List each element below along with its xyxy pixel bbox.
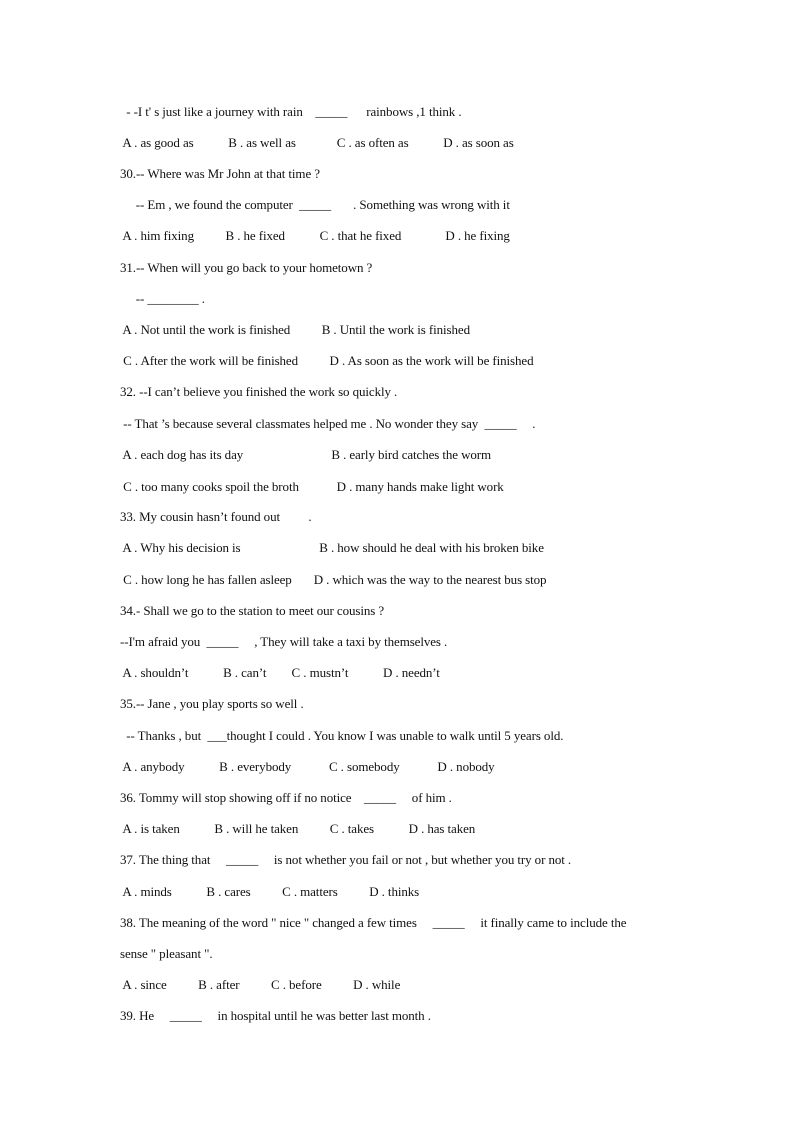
- q35-response: -- Thanks , but ___thought I could . You know I was unable to walk until 5 years old.: [120, 728, 564, 743]
- q36-prompt: 36. Tommy will stop showing off if no notice _____ of him .: [120, 790, 452, 805]
- q37-options: A . minds B . cares C . matters D . thinks: [120, 884, 420, 899]
- q31-prompt: 31.-- When will you go back to your hometown ?: [120, 260, 373, 275]
- q33-options-ab: A . Why his decision is B . how should he deal with his broken bike: [120, 540, 544, 555]
- q38-prompt-line2: sense " pleasant ".: [120, 946, 213, 961]
- q38-options: A . since B . after C . before D . while: [120, 977, 401, 992]
- q33-prompt: 33. My cousin hasn’t found out .: [120, 509, 312, 524]
- q32-options-ab: A . each dog has its day B . early bird catches the worm: [120, 447, 492, 462]
- q34-response: --I'm afraid you _____ , They will take a taxi by themselves .: [120, 634, 448, 649]
- q30-prompt: 30.-- Where was Mr John at that time ?: [120, 166, 320, 181]
- q35-options: A . anybody B . everybody C . somebody D . nobody: [120, 759, 495, 774]
- q37-prompt: 37. The thing that _____ is not whether you fail or not , but whether you try or not .: [120, 852, 572, 867]
- q39-prompt: 39. He _____ in hospital until he was better last month .: [120, 1008, 431, 1023]
- q31-options-ab: A . Not until the work is finished B . Until the work is finished: [120, 322, 470, 337]
- q29-response-line: - -I t' s just like a journey with rain _____ rainbows ,1 think .: [120, 104, 462, 119]
- q38-prompt-line1: 38. The meaning of the word " nice " changed a few times _____ it finally came to include the: [120, 915, 627, 930]
- q32-prompt: 32. --I can’t believe you finished the work so quickly .: [120, 384, 398, 399]
- q33-options-cd: C . how long he has fallen asleep D . which was the way to the nearest bus stop: [120, 572, 547, 587]
- q32-response: -- That ’s because several classmates helped me . No wonder they say _____ .: [120, 416, 536, 431]
- q31-response: -- ________ .: [120, 291, 205, 306]
- q32-options-cd: C . too many cooks spoil the broth D . many hands make light work: [120, 479, 504, 494]
- q34-prompt: 34.- Shall we go to the station to meet our cousins ?: [120, 603, 385, 618]
- q30-options: A . him fixing B . he fixed C . that he fixed D . he fixing: [120, 228, 510, 243]
- q31-options-cd: C . After the work will be finished D . As soon as the work will be finished: [120, 353, 534, 368]
- q29-options: A . as good as B . as well as C . as often as D . as soon as: [120, 135, 514, 150]
- q30-response: -- Em , we found the computer _____ . Something was wrong with it: [120, 197, 510, 212]
- q35-prompt: 35.-- Jane , you play sports so well .: [120, 696, 304, 711]
- q34-options: A . shouldn’t B . can’t C . mustn’t D . needn’t: [120, 665, 440, 680]
- q36-options: A . is taken B . will he taken C . takes D . has taken: [120, 821, 476, 836]
